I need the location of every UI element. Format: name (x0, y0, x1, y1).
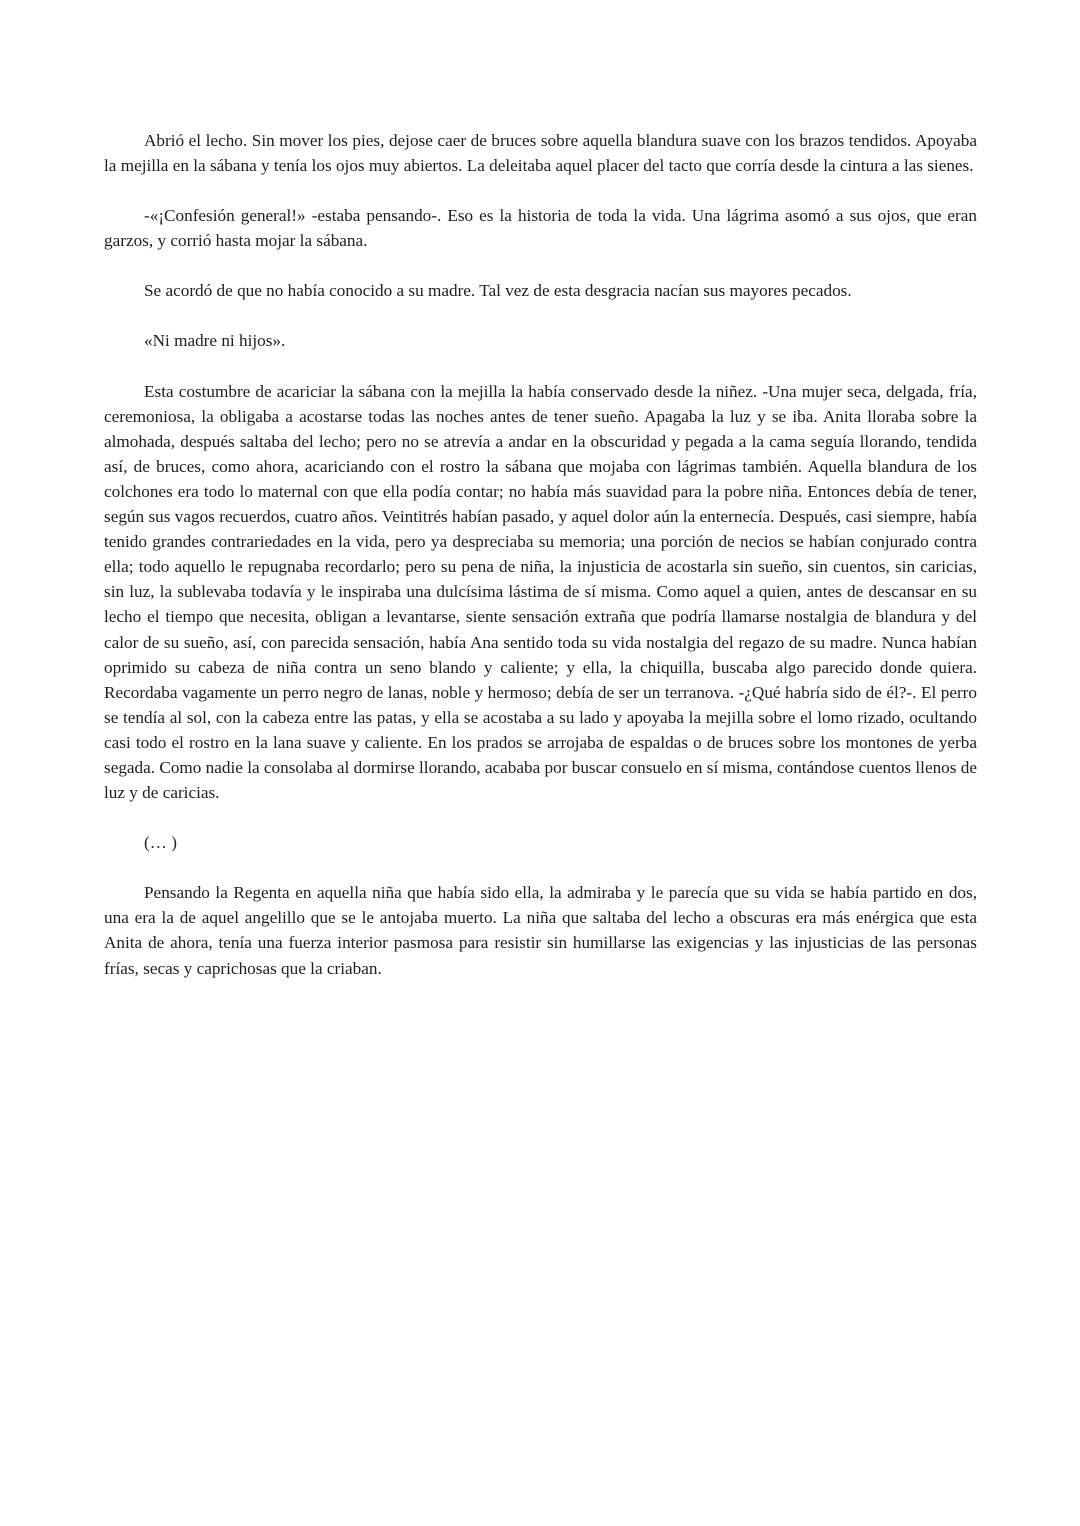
paragraph-2: -«¡Confesión general!» -estaba pensando-. Eso es la historia de toda la vida. Una lágrima asomó a sus ojos, que eran garzos, y corrió hasta mojar la sábana. (104, 206, 977, 251)
paragraph-7: Pensando la Regenta en aquella niña que había sido ella, la admiraba y le parecía que su vida se había partido en dos, una era la de aquel angelillo que se le antojaba muerto. La niña que saltaba del lecho a obscuras era más enérgica que esta Anita de ahora, tenía una fuerza interior pasmosa para resistir sin humillarse las exigencias y las injusticias de las personas frías, secas y caprichosas que la criaban. (104, 883, 977, 978)
paragraph-1: Abrió el lecho. Sin mover los pies, dejose caer de bruces sobre aquella blandura suave con los brazos tendidos. Apoyaba la mejilla en la sábana y tenía los ojos muy abiertos. La deleitaba aquel placer del tacto que corría desde la cintura a las sienes. (104, 131, 977, 176)
document-body (104, 128, 977, 1006)
paragraph-ellipsis: (… ) (144, 833, 177, 853)
paragraph-3: Se acordó de que no había conocido a su madre. Tal vez de esta desgracia nacían sus mayores pecados. (144, 281, 852, 301)
paragraph-5: Esta costumbre de acariciar la sábana con la mejilla la había conservado desde la niñez. -Una mujer seca, delgada, fría, ceremoniosa, la obligaba a acostarse todas las noches antes de tener sueño. Apagaba la luz y se iba. Anita lloraba sobre la almohada, después saltaba del lecho; pero no se atrevía a andar en la obscuridad y pegada a la cama seguía llorando, tendida así, de bruces, como ahora, acariciando con el rostro la sábana que mojaba con lágrimas también. Aquella blandura de los colchones era todo lo maternal con que ella podía contar; no había más suavidad para la pobre niña. Entonces debía de tener, según sus vagos recuerdos, cuatro años. Veintitrés habían pasado, y aquel dolor aún la enternecía. Después, casi siempre, había tenido grandes contrariedades en la vida, pero ya despreciaba su memoria; una porción de necios se habían conjurado contra ella; todo aquello le repugnaba recordarlo; pero su pena de niña, la injusticia de acostarla sin sueño, sin cuentos, sin caricias, sin luz, la sublevaba todavía y le inspiraba una dulcísima lástima de sí misma. Como aquel a quien, antes de descansar en su lecho el tiempo que necesita, obligan a levantarse, siente sensación extraña que podría llamarse nostalgia de blandura y del calor de su sueño, así, con parecida sensación, había Ana sentido toda su vida nostalgia del regazo de su madre. Nunca habían oprimido su cabeza de niña contra un seno blando y caliente; y ella, la chiquilla, buscaba algo parecido donde quiera. Recordaba vagamente un perro negro de lanas, noble y hermoso; debía de ser un terranova. -¿Qué habría sido de él?-. El perro se tendía al sol, con la cabeza entre las patas, y ella se acostaba a su lado y apoyaba la mejilla sobre el lomo rizado, ocultando casi todo el rostro en la lana suave y caliente. En los prados se arrojaba de espaldas o de bruces sobre los montones de yerba segada. Como nadie la consolaba al dormirse llorando, acababa por buscar consuelo en sí misma, contándose cuentos llenos de luz y de caricias. (104, 381, 977, 803)
paragraph-4: «Ni madre ni hijos». (144, 331, 286, 351)
